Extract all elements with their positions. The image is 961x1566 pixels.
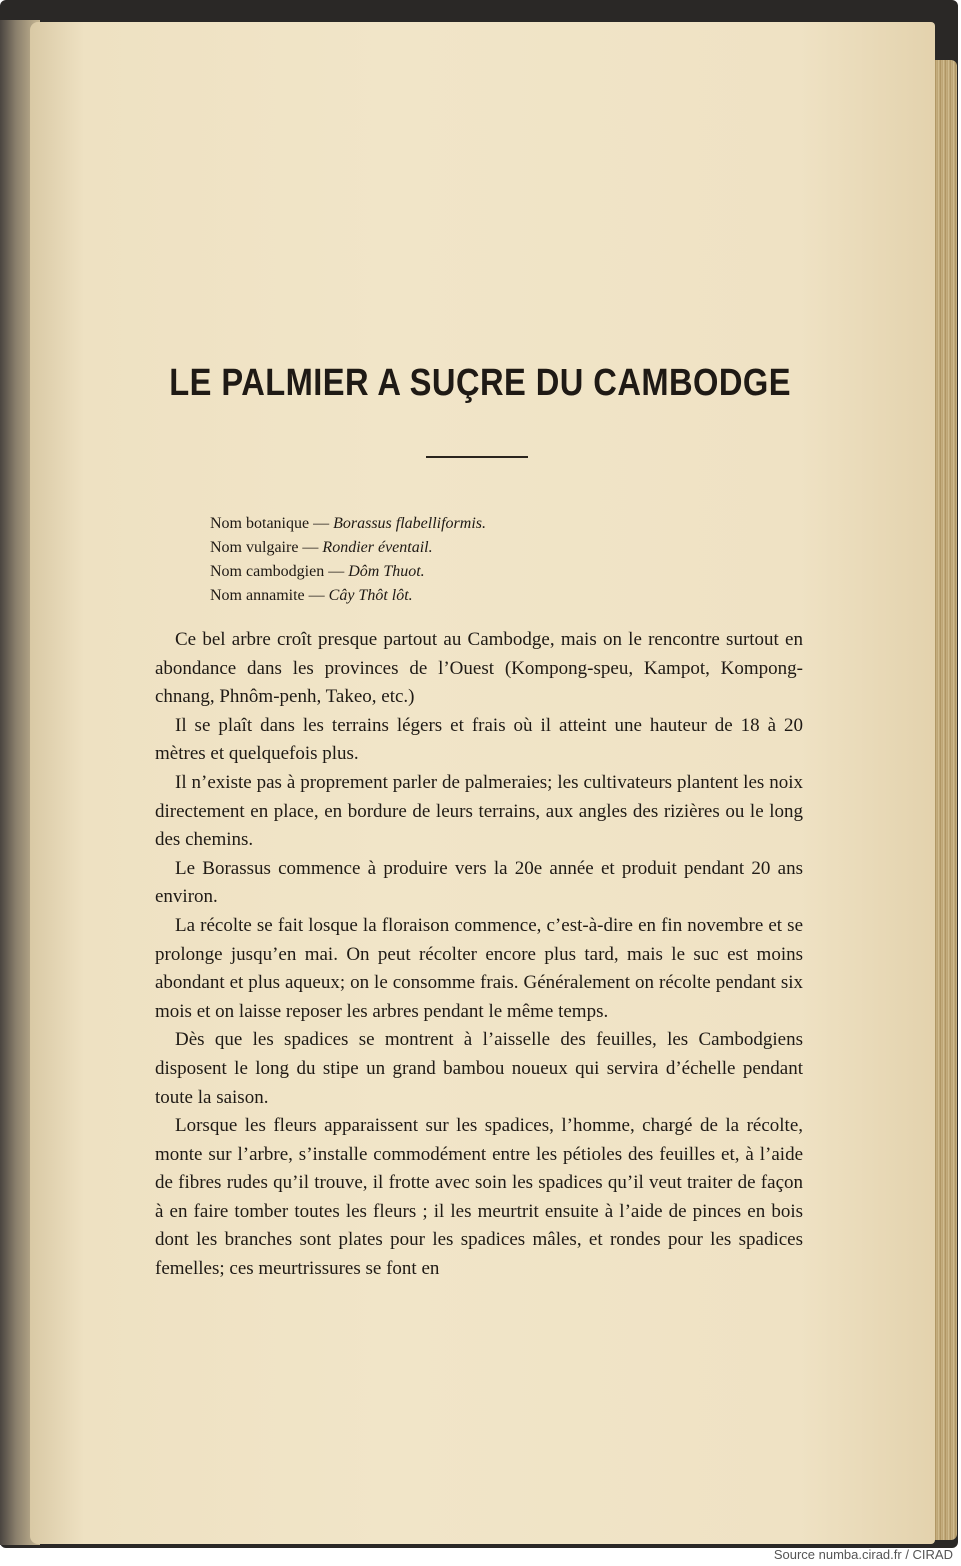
paragraph: Lorsque les fleurs apparaissent sur les spadices, l’homme, chargé de la récolte, monte sur l’arbre, s’installe commodément entre les pétioles des feuilles et, à l’aide de fibres rudes qu’il trouve, il frotte avec soin les spadices qu’il veut traiter de façon à en faire tomber toutes les fleurs ; il les meurtrit ensuite à l’aide de pinces en bois dont les branches sont plates pour les spadices mâles, et rondes pour les spadices femelles; ces meurtrissures se font en [155,1115,803,1280]
name-label: Nom cambodgien — [210,563,349,580]
source-credit: Source numba.cirad.fr / CIRAD [773,1547,953,1562]
name-value: Borassus flabelliformis. [333,515,486,532]
body-text [155,626,803,1284]
name-label: Nom annamite — [210,587,329,604]
paragraph: Il se plaît dans les terrains légers et frais où il atteint une hauteur de 18 à 20 mètres et quelquefois plus. [155,714,803,765]
paragraph: Le Borassus commence à produire vers la 20e année et produit pendant 20 ans environ. [155,857,803,908]
name-row-annamite [210,584,486,608]
name-row-botanical [210,512,486,536]
page-title: LE PALMIER A SUÇRE DU CAMBODGE [169,362,792,404]
name-label: Nom botanique — [210,515,334,532]
paragraph: La récolte se fait losque la floraison commence, c’est-à-dire en fin novembre et se prolonge jusqu’en mai. On peut récolter encore plus tard, mais le suc est moins abondant et plus aqueux; on le consomme frais. Généralement on récolte pendant six mois et on laisse reposer les arbres pendant le même temps. [155,914,803,1022]
name-value: Rondier éventail. [322,539,433,556]
paragraph: Ce bel arbre croît presque partout au Cambodge, mais on le rencontre surtout en abondance dans les provinces de l’Ouest (Kompong-speu, Kampot, Kompong-chnang, Phnôm-penh, Takeo, etc.) [155,629,803,708]
names-list [210,512,486,608]
title-rule [426,456,528,458]
name-value: Cây Thôt lôt. [328,587,413,604]
name-row-cambodian [210,560,486,584]
paragraph: Dès que les spadices se montrent à l’aisselle des feuilles, les Cambodgiens disposent le long du stipe un grand bambou noueux qui servira d’échelle pendant toute la saison. [155,1029,803,1108]
name-label: Nom vulgaire — [210,539,323,556]
name-value: Dôm Thuot. [348,563,425,580]
paragraph: Il n’existe pas à proprement parler de palmeraies; les cultivateurs plantent les noix directement en place, en bordure de leurs terrains, aux angles des rizières ou le long des chemins. [155,771,803,851]
name-row-vulgar [210,536,486,560]
